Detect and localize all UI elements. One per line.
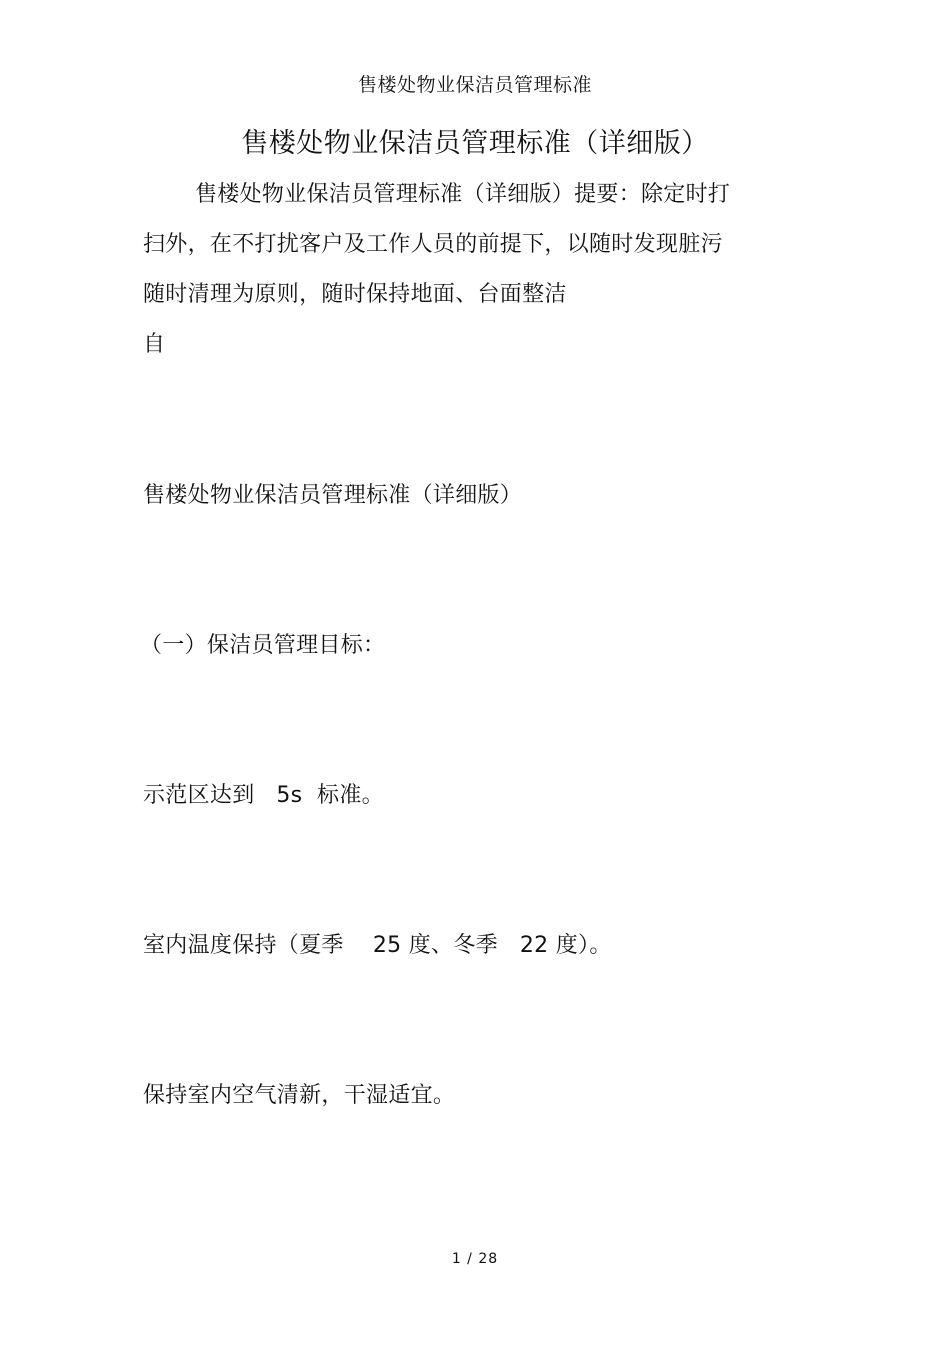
summary-line: 自: [143, 332, 166, 357]
page-indicator: 1 / 28: [451, 1251, 499, 1267]
document-title: 售楼处物业保洁员管理标准（详细版）: [241, 128, 709, 159]
section-heading: 售楼处物业保洁员管理标准（详细版）: [143, 483, 523, 508]
subsection-heading: （一）保洁员管理目标：: [140, 633, 386, 658]
body-line: 室内温度保持（夏季 25 度、冬季 22 度）。: [143, 933, 612, 958]
summary-line: 扫外，在不打扰客户及工作人员的前提下，以随时发现脏污: [143, 232, 723, 257]
summary-line: 售楼处物业保洁员管理标准（详细版）提要：除定时打: [195, 182, 731, 207]
body-line: 保持室内空气清新，干湿适宜。: [143, 1083, 456, 1108]
body-line: 示范区达到 5s 标准。: [143, 783, 384, 808]
running-header: 售楼处物业保洁员管理标准: [357, 74, 592, 96]
summary-paragraph: [143, 170, 753, 370]
summary-line: 随时清理为原则，随时保持地面、台面整洁: [143, 282, 567, 307]
